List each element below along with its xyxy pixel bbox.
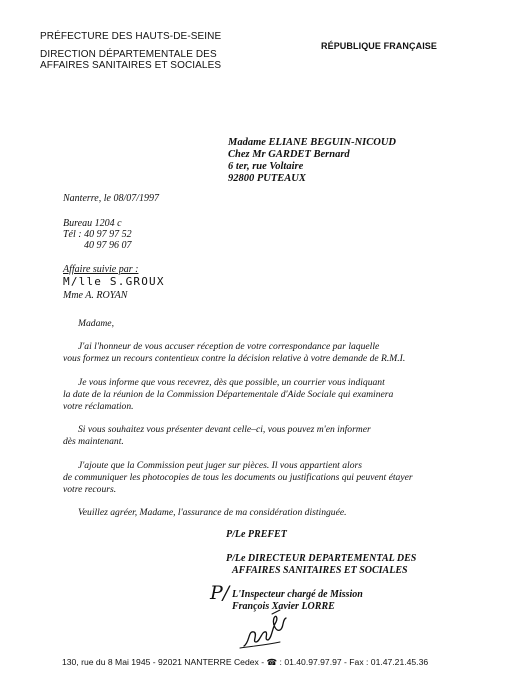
signature-prefect: P/Le PREFET xyxy=(226,529,287,540)
recipient-street: 6 ter, rue Voltaire xyxy=(228,161,304,172)
paragraph-3-line-1: Si vous souhaitez vous présenter devant celle–ci, vous pouvez m'en informer xyxy=(78,424,371,435)
paragraph-4-line-3: votre recours. xyxy=(63,484,117,495)
paragraph-2-line-1: Je vous informe que vous recevrez, dès que possible, un courrier vous indiquant xyxy=(78,377,385,388)
handwritten-followed-by: M/lle S.GROUX xyxy=(63,275,165,288)
paragraph-2-line-3: votre réclamation. xyxy=(63,401,134,412)
paragraph-3-line-2: dès maintenant. xyxy=(63,436,124,447)
phone-line-2: 40 97 96 07 xyxy=(84,240,132,251)
phone-line-1: Tél : 40 97 97 52 xyxy=(63,229,132,240)
paragraph-4-line-2: de communiquer les photocopies de tous les documents ou justifications qui peuvent étayer xyxy=(63,472,413,483)
recipient-care-of: Chez Mr GARDET Bernard xyxy=(228,149,350,160)
signature-inspector-name: François Xavier LORRE xyxy=(232,601,335,612)
paragraph-2-line-2: la date de la réunion de la Commission Départementale d'Aide Sociale qui examinera xyxy=(63,389,394,400)
republic-heading: RÉPUBLIQUE FRANÇAISE xyxy=(321,41,438,51)
handwritten-pp-prefix: P/ xyxy=(210,582,230,604)
paragraph-1-line-2: vous formez un recours contentieux contre la décision relative à votre demande de R.M.I. xyxy=(63,353,406,364)
place-date: Nanterre, le 08/07/1997 xyxy=(63,193,160,204)
closing-formula: Veuillez agréer, Madame, l'assurance de ma considération distinguée. xyxy=(78,507,347,518)
office-number: Bureau 1204 c xyxy=(63,218,122,229)
recipient-city: 92800 PUTEAUX xyxy=(228,173,306,184)
direction-heading-line2: AFFAIRES SANITAIRES ET SOCIALES xyxy=(40,60,222,71)
salutation: Madame, xyxy=(78,318,114,329)
handwritten-signature xyxy=(236,608,294,650)
paragraph-1-line-1: J'ai l'honneur de vous accuser réception de votre correspondance par laquelle xyxy=(78,341,380,352)
signature-director-line2: AFFAIRES SANITAIRES ET SOCIALES xyxy=(232,565,408,576)
footer-address: 130, rue du 8 Mai 1945 - 92021 NANTERRE Cedex - ☎ : 01.40.97.97.97 - Fax : 01.47.21.45.36 xyxy=(62,657,429,667)
signature-director-line1: P/Le DIRECTEUR DEPARTEMENTAL DES xyxy=(226,553,417,564)
paragraph-4-line-1: J'ajoute que la Commission peut juger sur pièces. Il vous appartient alors xyxy=(78,460,362,471)
agent-name: Mme A. ROYAN xyxy=(63,290,128,301)
signature-inspector-title: L'Inspecteur chargé de Mission xyxy=(232,589,363,600)
prefecture-heading: PRÉFECTURE DES HAUTS-DE-SEINE xyxy=(40,31,222,42)
followed-by-label: Affaire suivie par : xyxy=(63,264,139,275)
recipient-name: Madame ELIANE BEGUIN-NICOUD xyxy=(228,137,397,148)
direction-heading-line1: DIRECTION DÉPARTEMENTALE DES xyxy=(40,49,217,60)
